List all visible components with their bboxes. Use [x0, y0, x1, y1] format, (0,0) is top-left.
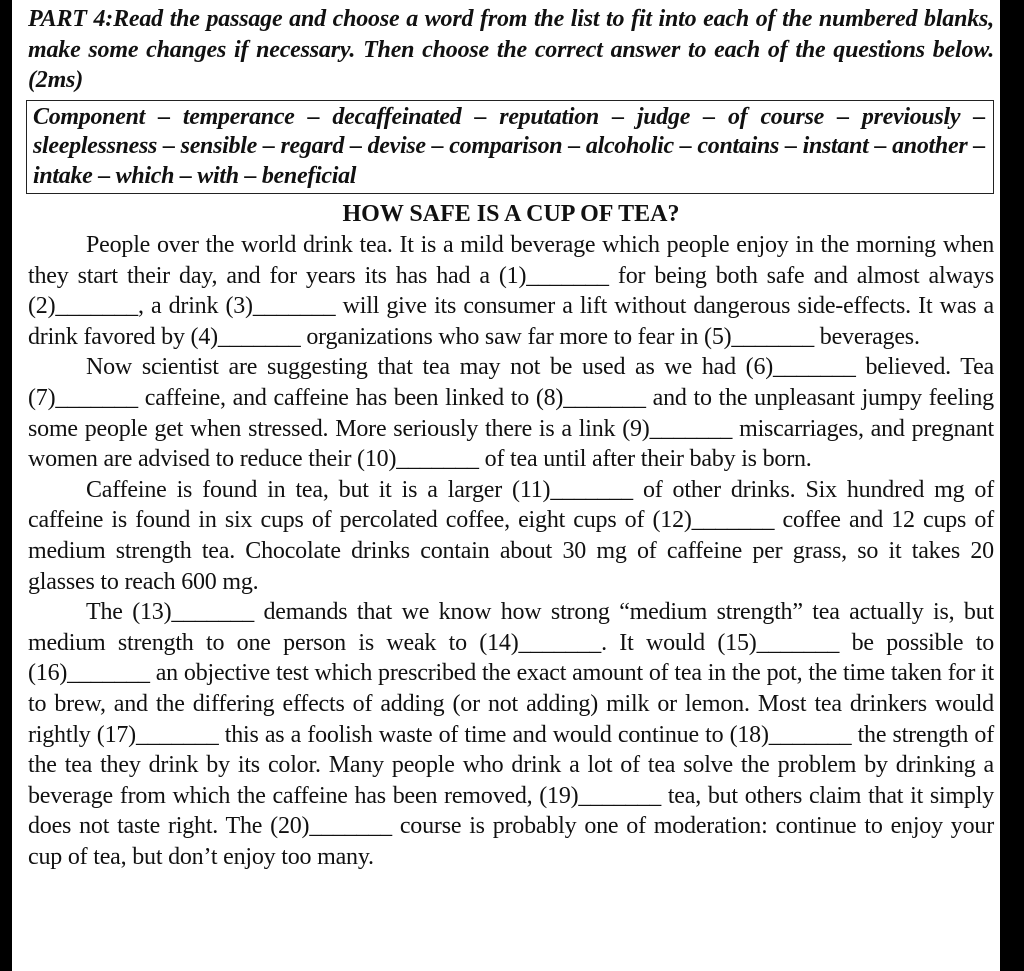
passage-paragraph-3: Caffeine is found in tea, but it is a larger (11)_______ of other drinks. Six hundred mg of caffeine is found in six cups of percolated coffee, eight cups of (12)_______ coffee and 12 cups of medium strength tea. Chocolate drinks contain about 30 mg of caffeine per grass, so it takes 20 glasses to reach 600 mg.	[28, 476, 994, 595]
passage-title: HOW SAFE IS A CUP OF TEA?	[342, 201, 680, 227]
document-page	[12, 0, 1000, 971]
document-content	[28, 4, 994, 872]
passage-paragraph-1: People over the world drink tea. It is a mild beverage which people enjoy in the morning when they start their day, and for years its has had a (1)_______ for being both safe and almost always (2)_______, a drink (3)_______ will give its consumer a lift without dangerous side-effects. It was a drink favored by (4)_______ organizations who saw far more to fear in (5)_______ beverages.	[28, 232, 994, 350]
passage-paragraph-2: Now scientist are suggesting that tea may not be used as we had (6)_______ believed. Tea (7)_______ caffeine, and caffeine has been linked to (8)_______ and to the unpleasant jumpy feeling some people get when stressed. More seriously there is a link (9)_______ miscarriages, and pregnant women are advised to reduce their (10)_______ of tea until after their baby is born.	[28, 354, 994, 473]
exercise-instructions: PART 4:Read the passage and choose a word from the list to fit into each of the numbered blanks, make some changes if necessary. Then choose the correct answer to each of the questions below.(2ms)	[28, 6, 994, 93]
word-list-box: Component – temperance – decaffeinated – reputation – judge – of course – previously – sleeplessness – sensible – regard – devise – comparison – alcoholic – contains – instant – another – intake – which – with – beneficial	[26, 100, 994, 195]
passage-paragraph-4: The (13)_______ demands that we know how strong “medium strength” tea actually is, but medium strength to one person is weak to (14)_______. It would (15)_______ be possible to (16)_______ an objective test which prescribed the exact amount of tea in the pot, the time taken for it to brew, and the differing effects of adding (or not adding) milk or lemon. Most tea drinkers would rightly (17)_______ this as a foolish waste of time and would continue to (18)_______ the strength of the tea they drink by its color. Many people who drink a lot of tea solve the problem by drinking a beverage from which the caffeine has been removed, (19)_______ tea, but others claim that it simply does not taste right. The (20)_______ course is probably one of moderation: continue to enjoy your cup of tea, but don’t enjoy too many.	[28, 599, 994, 870]
